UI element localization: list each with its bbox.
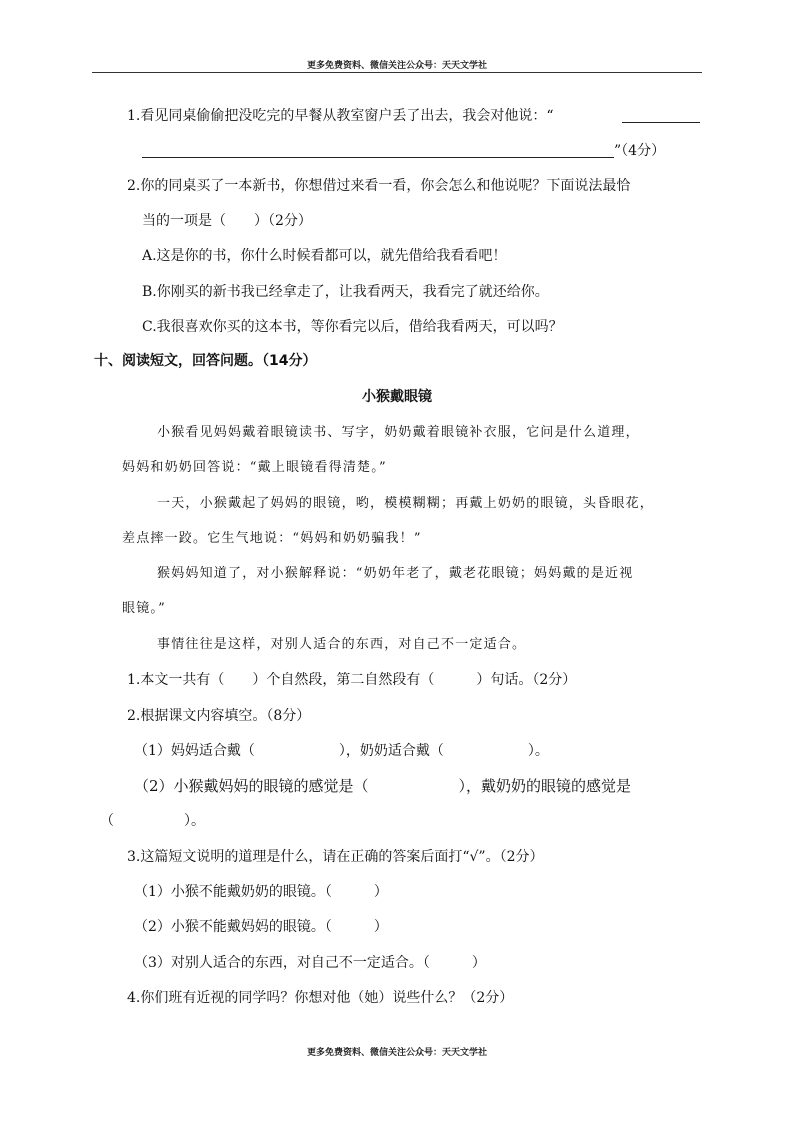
passage-p1-line1: 小猴看见妈妈戴着眼镜读书、写字，奶奶戴着眼镜补衣服，它问是什么道理， xyxy=(157,425,640,440)
passage-p1-line2: 妈妈和奶奶回答说：“戴上眼镜看得清楚。” xyxy=(122,460,387,475)
s10-q4: 4.你们班有近视的同学吗？你想对他（她）说些什么？（2分） xyxy=(127,990,514,1006)
s9-q1-answer-blank-1 xyxy=(622,122,700,123)
s10-q3: 3.这篇短文说明的道理是什么，请在正确的答案后面打“√”。（2分） xyxy=(127,849,544,865)
passage-title: 小猴戴眼镜 xyxy=(362,389,432,405)
s10-q2-item1: （1）妈妈适合戴（ ），奶奶适合戴（ ）。 xyxy=(134,743,549,759)
s10-q3-option1: （1）小猴不能戴奶奶的眼镜。（ ） xyxy=(134,884,388,900)
s10-q2: 2.根据课文内容填空。（8分） xyxy=(127,708,311,724)
passage-p4: 事情往往是这样，对别人适合的东西，对自己不一定适合。 xyxy=(157,637,527,652)
s10-q2-item2-line1: （2）小猴戴妈妈的眼镜的感觉是（ ），戴奶奶的眼镜的感觉是 xyxy=(134,777,632,795)
passage-p3-line1: 猴妈妈知道了，对小猴解释说：“奶奶年老了，戴老花眼镜；妈妈戴的是近视 xyxy=(157,566,634,581)
passage-p2-line1: 一天，小猴戴起了妈妈的眼镜，哟，模模糊糊；再戴上奶奶的眼镜，头昏眼花， xyxy=(157,496,655,511)
s10-q2-item2-line2: （ ）。 xyxy=(100,813,205,829)
s10-q1: 1.本文一共有（ ）个自然段，第二自然段有（ ）句话。（2分） xyxy=(127,672,577,688)
s9-q1-line2-end: ”（4分） xyxy=(614,143,666,159)
page-header: 更多免费资料、微信关注公众号：天天文学社 xyxy=(306,61,487,71)
s10-q3-option3: （3）对别人适合的东西，对自己不一定适合。（ ） xyxy=(134,955,486,971)
passage-p3-line2: 眼镜。” xyxy=(122,601,166,616)
s9-q1-line1: 1.看见同桌偷偷把没吃完的早餐从教室窗户丢了出去，我会对他说：“ xyxy=(127,108,554,124)
s9-option-b: B.你刚买的新书我已经拿走了，让我看两天，我看完了就还给你。 xyxy=(142,284,549,300)
s9-option-c: C.我很喜欢你买的这本书，等你看完以后，借给我看两天，可以吗？ xyxy=(142,319,563,335)
s9-option-a: A.这是你的书，你什么时候看都可以，就先借给我看看吧！ xyxy=(142,248,507,264)
s10-q3-option2: （2）小猴不能戴妈妈的眼镜。（ ） xyxy=(134,919,388,935)
passage-p2-line2: 差点摔一跤。它生气地说：“妈妈和奶奶骗我！” xyxy=(122,531,422,546)
s9-q2-line1: 2.你的同桌买了一本新书，你想借过来看一看，你会怎么和他说呢？下面说法最恰 xyxy=(127,178,631,194)
page-footer: 更多免费资料、微信关注公众号：天天文学社 xyxy=(306,1048,487,1058)
s9-q1-answer-blank-2 xyxy=(142,157,614,158)
section10-heading: 十、阅读短文，回答问题。（14分） xyxy=(94,353,317,369)
s9-q2-line2: 当的一项是（ ）（2分） xyxy=(142,213,312,229)
header-divider xyxy=(92,72,702,73)
